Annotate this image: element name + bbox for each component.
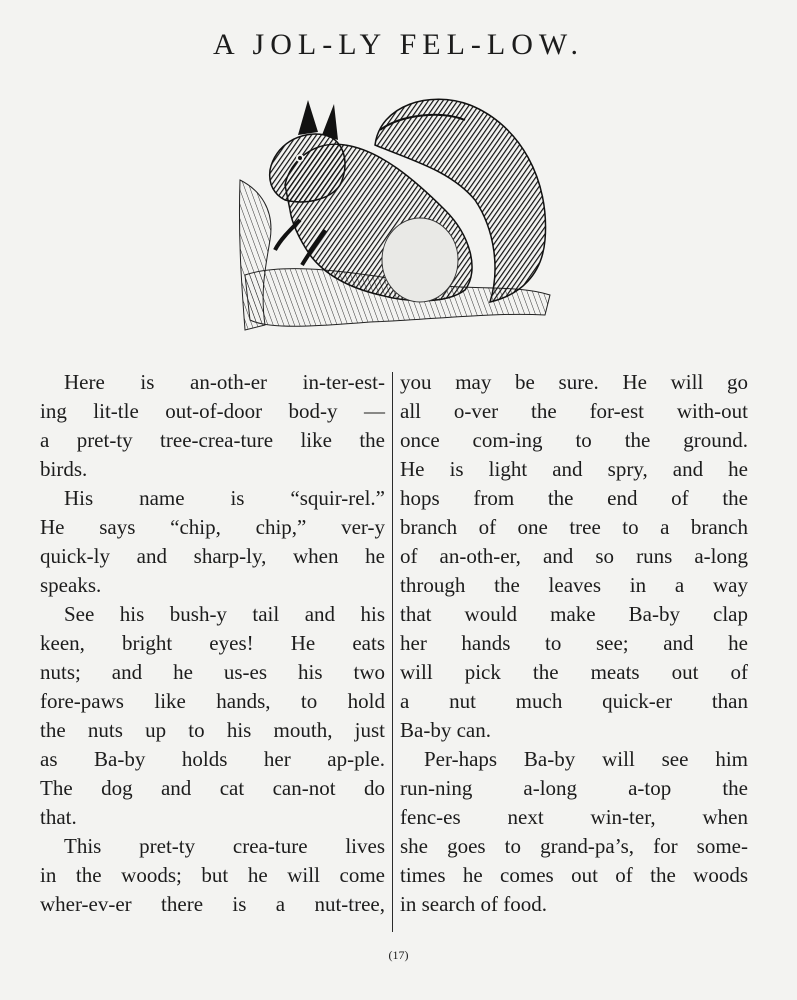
text-line: the nuts up to his mouth, just xyxy=(40,718,385,742)
text-line: a nut much quick-er than xyxy=(400,689,748,713)
page-number: (17) xyxy=(388,948,409,962)
text-line: run-ning a-long a-top the xyxy=(400,776,748,800)
text-line: branch of one tree to a branch xyxy=(400,515,748,539)
text-line: birds. xyxy=(40,457,88,481)
text-line: of an-oth-er, and so runs a-long xyxy=(400,544,748,568)
text-line: fore-paws like hands, to hold xyxy=(40,689,385,713)
text-line: through the leaves in a way xyxy=(400,573,748,597)
text-line: quick-ly and sharp-ly, when he xyxy=(40,544,385,568)
text-line: once com-ing to the ground. xyxy=(400,428,748,452)
text-line: wher-ev-er there is a nut-tree, xyxy=(40,892,385,916)
text-line: Here is an-oth-er in-ter-est- xyxy=(64,370,385,394)
text-line: hops from the end of the xyxy=(400,486,748,510)
text-line: This pret-ty crea-ture lives xyxy=(64,834,385,858)
text-line: Ba-by can. xyxy=(400,718,491,742)
text-line: in search of food. xyxy=(400,892,547,916)
text-line: His name is “squir-rel.” xyxy=(64,486,385,510)
text-line: all o-ver the for-est with-out xyxy=(400,399,748,423)
text-line: Per-haps Ba-by will see him xyxy=(424,747,748,771)
text-line: as Ba-by holds her ap-ple. xyxy=(40,747,385,771)
text-line: speaks. xyxy=(40,573,102,597)
text-columns xyxy=(40,368,756,938)
text-line: her hands to see; and he xyxy=(400,631,748,655)
text-line: The dog and cat can-not do xyxy=(40,776,385,800)
text-line: See his bush-y tail and his xyxy=(64,602,385,626)
column-divider xyxy=(392,372,393,932)
squirrel-engraving-icon xyxy=(230,90,560,335)
text-line: in the woods; but he will come xyxy=(40,863,385,887)
text-line: keen, bright eyes! He eats xyxy=(40,631,385,655)
text-line: will pick the meats out of xyxy=(400,660,748,684)
text-line: you may be sure. He will go xyxy=(400,370,748,394)
text-line: He is light and spry, and he xyxy=(400,457,748,481)
text-line: a pret-ty tree-crea-ture like the xyxy=(40,428,385,452)
text-line: times he comes out of the woods xyxy=(400,863,748,887)
text-line: ing lit-tle out-of-door bod-y — xyxy=(40,399,385,423)
right-column xyxy=(400,368,748,938)
text-line: He says “chip, chip,” ver-y xyxy=(40,515,385,539)
text-line: that. xyxy=(40,805,77,829)
text-line: that would make Ba-by clap xyxy=(400,602,748,626)
page-title: A JOL-LY FEL-LOW. xyxy=(213,28,584,61)
text-line: nuts; and he us-es his two xyxy=(40,660,385,684)
text-line: fenc-es next win-ter, when xyxy=(400,805,748,829)
left-column xyxy=(40,368,385,938)
text-line: she goes to grand-pa’s, for some- xyxy=(400,834,748,858)
